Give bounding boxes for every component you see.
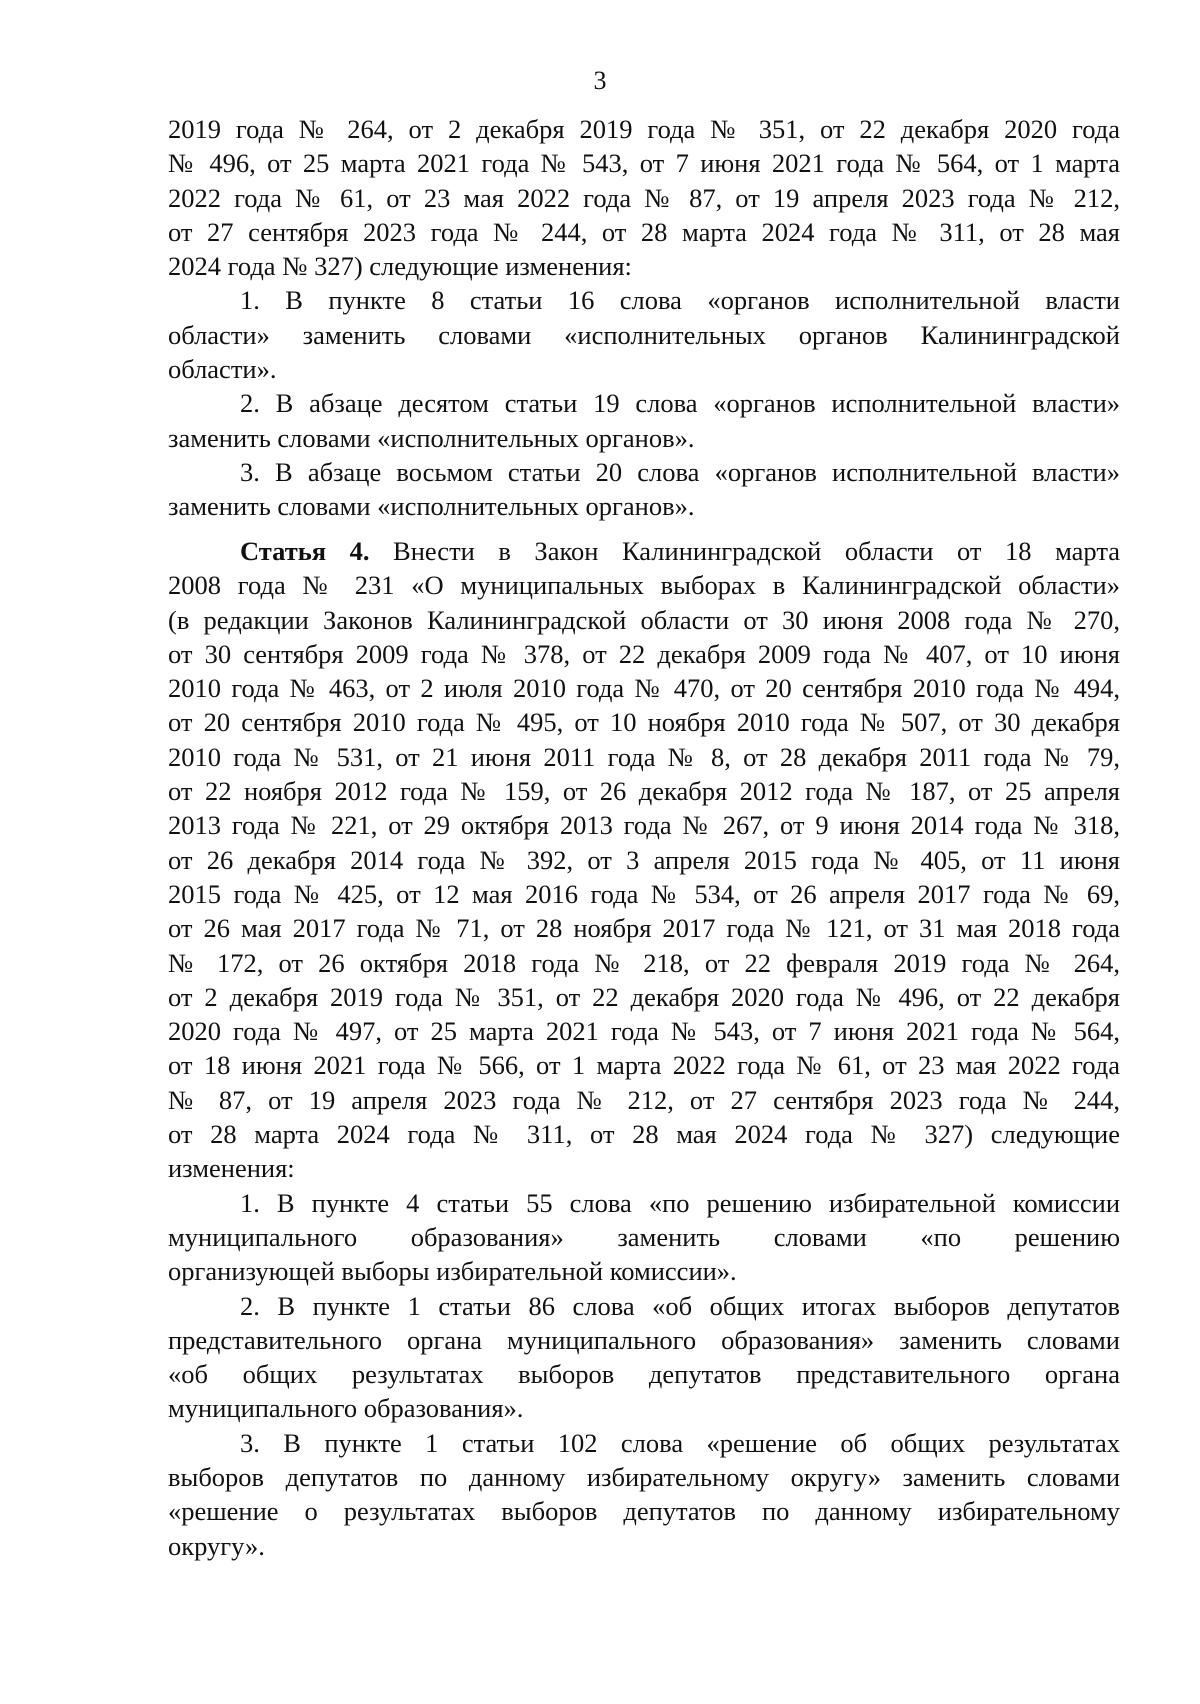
text-line: 2008 года № 231 «О муниципальных выборах в Калининградской области»	[168, 570, 1120, 601]
text-line: от 26 мая 2017 года № 71, от 28 ноября 2017 года № 121, от 31 мая 2018 года	[168, 913, 1120, 944]
article-4-block	[168, 534, 1120, 1563]
text-line: 2. В пункте 1 статьи 86 слова «об общих итогах выборов депутатов	[240, 1290, 1120, 1321]
text-line: представительного органа муниципального образования» заменить словами	[168, 1324, 1120, 1355]
text-line: 3. В абзаце восьмом статьи 20 слова «органов исполнительной власти»	[240, 456, 1120, 487]
text-line: от 28 марта 2024 года № 311, от 28 мая 2024 года № 327) следующие	[168, 1119, 1120, 1150]
article-4-first-line-text: Внести в Закон Калининградской области от 18 марта	[393, 536, 1121, 566]
text-line: от 20 сентября 2010 года № 495, от 10 ноября 2010 года № 507, от 30 декабря	[168, 707, 1120, 738]
text-line: 1. В пункте 8 статьи 16 слова «органов исполнительной власти	[240, 285, 1120, 316]
text-line: 2015 года № 425, от 12 мая 2016 года № 534, от 26 апреля 2017 года № 69,	[168, 878, 1120, 909]
text-line: 3. В пункте 1 статьи 102 слова «решение об общих результатах	[240, 1427, 1120, 1458]
page-number: 3	[593, 66, 607, 95]
text-line: № 496, от 25 марта 2021 года № 543, от 7 июня 2021 года № 564, от 1 марта	[168, 148, 1120, 179]
text-line: 2. В абзаце десятом статьи 19 слова «органов исполнительной власти»	[240, 388, 1120, 419]
text-line: муниципального образования» заменить словами «по решению	[168, 1221, 1120, 1252]
text-line: 2020 года № 497, от 25 марта 2021 года № 543, от 7 июня 2021 года № 564,	[168, 1016, 1120, 1047]
text-line: организующей выборы избирательной комиссии».	[168, 1256, 737, 1287]
text-line: «об общих результатах выборов депутатов представительного органа	[168, 1359, 1120, 1390]
text-line: № 87, от 19 апреля 2023 года № 212, от 27 сентября 2023 года № 244,	[168, 1084, 1120, 1115]
text-line: округу».	[168, 1530, 265, 1561]
text-line: «решение о результатах выборов депутатов по данному избирательному	[168, 1496, 1120, 1527]
text-line: 1. В пункте 4 статьи 55 слова «по решению избирательной комиссии	[240, 1187, 1120, 1218]
text-line: заменить словами «исполнительных органов».	[168, 422, 695, 453]
text-line: 2013 года № 221, от 29 октября 2013 года № 267, от 9 июня 2014 года № 318,	[168, 810, 1120, 841]
text-line: выборов депутатов по данному избирательному округу» заменить словами	[168, 1462, 1120, 1493]
text-line: от 18 июня 2021 года № 566, от 1 марта 2022 года № 61, от 23 мая 2022 года	[168, 1050, 1120, 1081]
text-line: 2010 года № 463, от 2 июля 2010 года № 470, от 20 сентября 2010 года № 494,	[168, 673, 1120, 704]
text-line: № 172, от 26 октября 2018 года № 218, от 22 февраля 2019 года № 264,	[168, 947, 1120, 978]
text-line: от 2 декабря 2019 года № 351, от 22 декабря 2020 года № 496, от 22 декабря	[168, 981, 1120, 1012]
text-line: (в редакции Законов Калининградской области от 30 июня 2008 года № 270,	[168, 604, 1120, 635]
text-line: 2019 года № 264, от 2 декабря 2019 года № 351, от 22 декабря 2020 года	[168, 114, 1120, 144]
text-line: от 22 ноября 2012 года № 159, от 26 декабря 2012 года № 187, от 25 апреля	[168, 776, 1120, 807]
article-4-heading: Статья 4.	[240, 536, 370, 566]
article-4-first-line	[168, 534, 1120, 568]
text-line: от 27 сентября 2023 года № 244, от 28 марта 2024 года № 311, от 28 мая	[168, 216, 1120, 247]
text-line: 2024 года № 327) следующие изменения:	[168, 251, 632, 282]
text-line: 2010 года № 531, от 21 июня 2011 года № 8, от 28 декабря 2011 года № 79,	[168, 741, 1120, 772]
text-line: изменения:	[168, 1153, 295, 1184]
text-line: 2022 года № 61, от 23 мая 2022 года № 87, от 19 апреля 2023 года № 212,	[168, 182, 1120, 213]
text-line: от 30 сентября 2009 года № 378, от 22 декабря 2009 года № 407, от 10 июня	[168, 638, 1120, 669]
text-line: муниципального образования».	[168, 1393, 524, 1424]
text-line: области» заменить словами «исполнительных органов Калининградской	[168, 319, 1120, 350]
amendments-block-article-3	[168, 112, 1120, 524]
text-line: области».	[168, 354, 277, 385]
text-line: от 26 декабря 2014 года № 392, от 3 апреля 2015 года № 405, от 11 июня	[168, 844, 1120, 875]
text-line: заменить словами «исполнительных органов».	[168, 491, 695, 522]
